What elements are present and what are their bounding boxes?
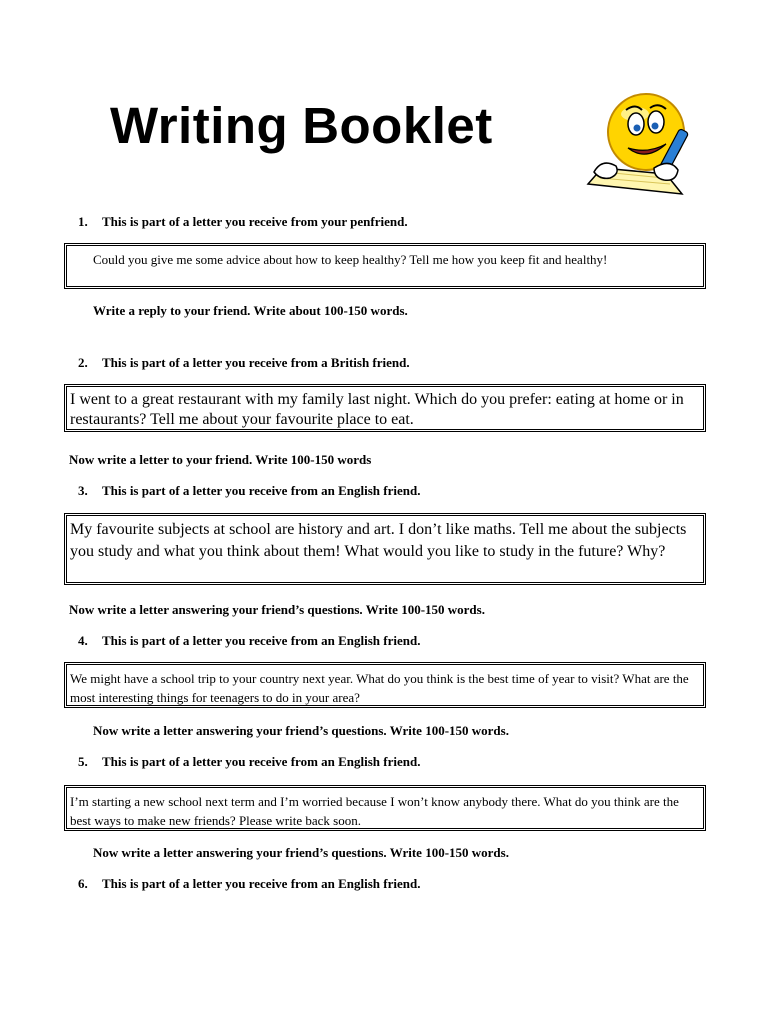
task-1-heading-text: This is part of a letter you receive from your penfriend.: [102, 214, 408, 229]
task-1-letter-text: Could you give me some advice about how to keep healthy? Tell me how you keep fit and healthy!: [93, 252, 608, 267]
task-4-heading: [78, 633, 718, 649]
task-2-letter-text: I went to a great restaurant with my family last night. Which do you prefer: eating at home or in restaurants? Tell me about your favourite place to eat.: [70, 391, 684, 428]
task-2-number: 2.: [78, 355, 88, 370]
task-4-letter-box: [64, 662, 706, 708]
title-word-2: Booklet: [302, 97, 493, 154]
task-6-heading: [78, 876, 718, 892]
task-3-letter-box: [64, 513, 706, 585]
task-4-heading-text: This is part of a letter you receive from an English friend.: [102, 633, 421, 648]
task-6-number: 6.: [78, 876, 88, 891]
task-1-heading: [78, 214, 718, 230]
task-4-letter-text: We might have a school trip to your country next year. What do you think is the best time of year to visit? What are the most interesting things for teenagers to do in your area?: [70, 671, 689, 705]
task-1-number: 1.: [78, 214, 88, 229]
task-1-instruction: Write a reply to your friend. Write about 100-150 words.: [93, 303, 408, 318]
smiley-writing-icon: [580, 88, 695, 203]
task-5-letter-box: [64, 785, 706, 831]
task-4-instruction: Now write a letter answering your friend’s questions. Write 100-150 words.: [93, 723, 509, 738]
task-5-number: 5.: [78, 754, 88, 769]
task-2-heading-text: This is part of a letter you receive from a British friend.: [102, 355, 410, 370]
task-3-instruction: Now write a letter answering your friend’s questions. Write 100-150 words.: [69, 602, 485, 617]
task-4-number: 4.: [78, 633, 88, 648]
task-6-heading-text: This is part of a letter you receive from an English friend.: [102, 876, 421, 891]
task-2-letter-box: [64, 384, 706, 432]
task-5-heading-text: This is part of a letter you receive from an English friend.: [102, 754, 421, 769]
title-word-1: Writing: [110, 97, 289, 154]
task-5-letter-text: I’m starting a new school next term and I’m worried because I won’t know anybody there. What do you think are the best ways to make new friends? Please write back soon.: [70, 794, 679, 828]
task-5-heading: [78, 754, 718, 770]
task-5-instruction: Now write a letter answering your friend’s questions. Write 100-150 words.: [93, 845, 509, 860]
page-title: [110, 94, 493, 158]
task-1-letter-box: [64, 243, 706, 289]
task-3-letter-text: My favourite subjects at school are history and art. I don’t like maths. Tell me about the subjects you study and what you think about them! What would you like to study in the future? Why?: [70, 521, 687, 560]
task-3-heading: [78, 483, 718, 499]
task-2-heading: [78, 355, 718, 371]
task-3-number: 3.: [78, 483, 88, 498]
task-2-instruction: Now write a letter to your friend. Write 100-150 words: [69, 452, 372, 467]
task-3-heading-text: This is part of a letter you receive from an English friend.: [102, 483, 421, 498]
